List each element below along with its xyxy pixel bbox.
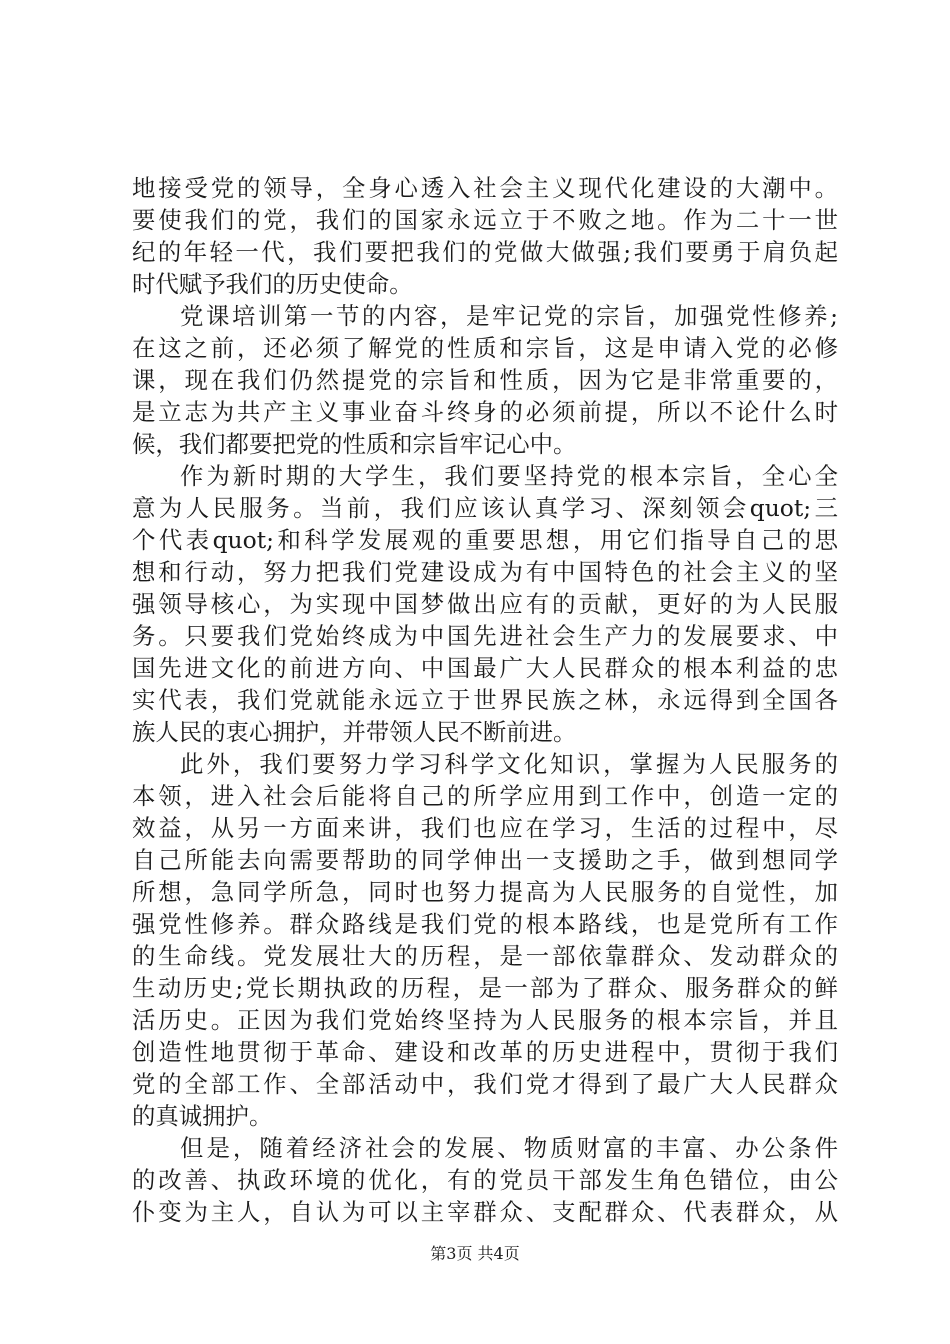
text-line: 生动历史;党长期执政的历程，是一部为了群众、服务群众的鲜 — [132, 974, 838, 1002]
page-number: 第3页 共4页 — [430, 1244, 520, 1263]
text-line: 此外，我们要努力学习科学文化知识，掌握为人民服务的 — [180, 750, 838, 778]
text-line: 但是，随着经济社会的发展、物质财富的丰富、办公条件 — [180, 1134, 838, 1162]
text-line: 要使我们的党，我们的国家永远立于不败之地。作为二十一世 — [132, 206, 838, 234]
text-line: 族人民的衷心拥护，并带领人民不断前进。 — [132, 718, 577, 746]
text-line: 作为新时期的大学生，我们要坚持党的根本宗旨，全心全 — [180, 462, 838, 490]
text-line: 仆变为主人，自认为可以主宰群众、支配群众、代表群众，从 — [132, 1198, 838, 1226]
text-line: 纪的年轻一代，我们要把我们的党做大做强;我们要勇于肩负起 — [132, 238, 838, 266]
text-line: 的改善、执政环境的优化，有的党员干部发生角色错位，由公 — [132, 1166, 838, 1194]
text-line: 强党性修养。群众路线是我们党的根本路线，也是党所有工作 — [132, 910, 838, 938]
text-line: 候，我们都要把党的性质和宗旨牢记心中。 — [132, 430, 577, 458]
text-line: 是立志为共产主义事业奋斗终身的必须前提，所以不论什么时 — [132, 398, 838, 426]
text-line: 的生命线。党发展壮大的历程，是一部依靠群众、发动群众的 — [132, 942, 838, 970]
text-line: 自己所能去向需要帮助的同学伸出一支援助之手，做到想同学 — [132, 846, 838, 874]
text-line: 党的全部工作、全部活动中，我们党才得到了最广大人民群众 — [132, 1070, 838, 1098]
text-line: 实代表，我们党就能永远立于世界民族之林，永远得到全国各 — [132, 686, 838, 714]
text-line: 本领，进入社会后能将自己的所学应用到工作中，创造一定的 — [132, 782, 838, 810]
text-line: 务。只要我们党始终成为中国先进社会生产力的发展要求、中 — [132, 622, 838, 650]
text-line: 地接受党的领导，全身心透入社会主义现代化建设的大潮中。 — [132, 174, 838, 202]
text-line: 所想，急同学所急，同时也努力提高为人民服务的自觉性，加 — [132, 878, 838, 906]
text-line: 个代表quot;和科学发展观的重要思想，用它们指导自己的思 — [132, 526, 838, 554]
text-line: 想和行动，努力把我们党建设成为有中国特色的社会主义的坚 — [132, 558, 838, 586]
text-line: 国先进文化的前进方向、中国最广大人民群众的根本利益的忠 — [132, 654, 838, 682]
text-line: 的真诚拥护。 — [132, 1102, 273, 1130]
text-line: 强领导核心，为实现中国梦做出应有的贡献，更好的为人民服 — [132, 590, 838, 618]
text-line: 创造性地贯彻于革命、建设和改革的历史进程中，贯彻于我们 — [132, 1038, 838, 1066]
text-line: 时代赋予我们的历史使命。 — [132, 270, 413, 298]
text-line: 效益，从另一方面来讲，我们也应在学习，生活的过程中，尽 — [132, 814, 838, 842]
text-line: 意为人民服务。当前，我们应该认真学习、深刻领会quot;三 — [132, 494, 838, 522]
text-line: 活历史。正因为我们党始终坚持为人民服务的根本宗旨，并且 — [132, 1006, 838, 1034]
text-line: 党课培训第一节的内容，是牢记党的宗旨，加强党性修养; — [180, 302, 838, 330]
text-line: 在这之前，还必须了解党的性质和宗旨，这是申请入党的必修 — [132, 334, 838, 362]
text-line: 课，现在我们仍然提党的宗旨和性质，因为它是非常重要的， — [132, 366, 838, 394]
